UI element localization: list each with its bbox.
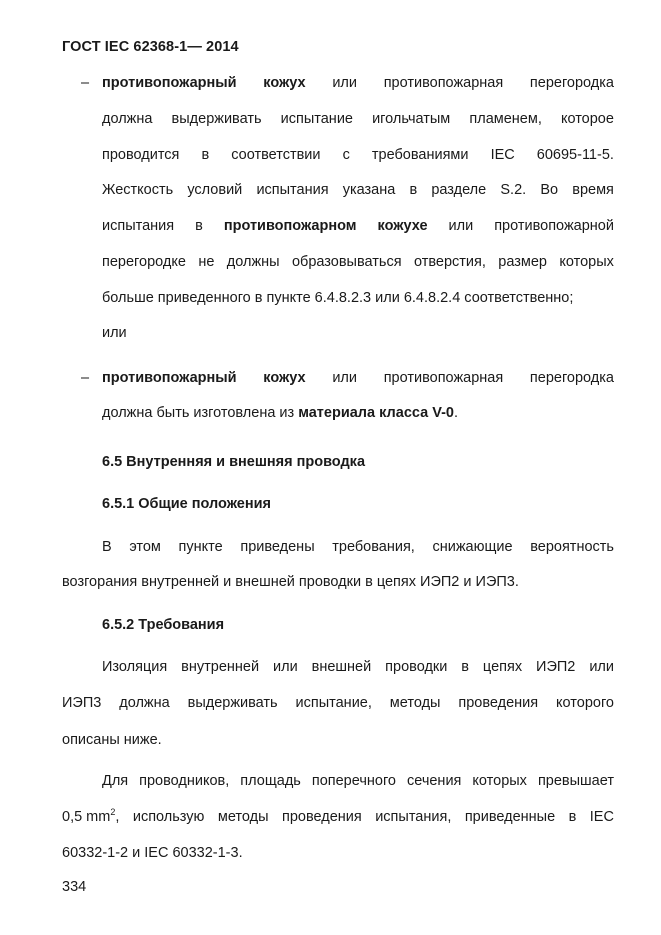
word: в	[461, 659, 469, 675]
word: которых	[472, 773, 527, 789]
bullet1-line-5	[102, 217, 614, 235]
word: или	[332, 370, 357, 386]
word: поперечного	[311, 773, 396, 789]
word: или	[589, 659, 614, 675]
text-run: должна быть изготовлена из	[102, 405, 299, 421]
word: превышает	[537, 773, 614, 789]
word: или	[448, 218, 474, 234]
bullet1-line-8: или	[102, 325, 127, 341]
word: ИЭП3	[62, 695, 102, 711]
word: пламенем,	[469, 111, 542, 127]
term-material-class: материала класса V-0	[298, 405, 454, 421]
bullet2-line-1	[102, 369, 614, 387]
word: приведенные	[464, 809, 556, 825]
term-fire-enclosure: противопожарный	[102, 75, 237, 91]
word: перегородке	[102, 254, 186, 270]
word: испытания,	[375, 809, 452, 825]
bullet-dash: –	[81, 370, 90, 386]
para2-line-3: описаны ниже.	[62, 732, 162, 748]
word: 60695-11-5.	[536, 147, 614, 163]
bullet1-line-6	[102, 253, 614, 271]
word: в	[568, 809, 577, 825]
word: требования,	[332, 539, 415, 555]
word: которых	[559, 254, 614, 270]
word: разделе	[431, 182, 487, 198]
word: отверстия,	[413, 254, 486, 270]
word: должны	[226, 254, 280, 270]
word: время	[572, 182, 614, 198]
word: условий	[187, 182, 243, 198]
word: противопожарная	[383, 75, 504, 91]
para3-line-1	[102, 772, 614, 790]
word: Во	[540, 182, 559, 198]
section-heading-6-5-1: 6.5.1 Общие положения	[102, 496, 271, 512]
term-fire-enclosure: противопожарный	[102, 370, 237, 386]
word: методы	[389, 695, 441, 711]
word: цепях	[482, 659, 523, 675]
word: использую	[132, 809, 205, 825]
word: противопожарной	[494, 218, 614, 234]
word: пункте	[178, 539, 223, 555]
area-value: 0,5 $mm^2$,	[62, 807, 120, 825]
word: этом	[129, 539, 161, 555]
word: снижающие	[432, 539, 513, 555]
bullet1-line-3	[102, 146, 614, 164]
word: Изоляция	[102, 659, 168, 675]
word: испытание,	[295, 695, 372, 711]
section-heading-6-5-2: 6.5.2 Требования	[102, 617, 225, 633]
word: Для	[102, 773, 129, 789]
word: выдерживать	[187, 695, 278, 711]
word: соответствии	[231, 147, 321, 163]
word: испытания	[256, 182, 329, 198]
bullet2-line-2	[102, 404, 458, 422]
bullet1-line-4	[102, 181, 614, 199]
word: перегородка	[529, 370, 614, 386]
word: проводников,	[139, 773, 230, 789]
term-fire-enclosure-2: кожухе	[377, 218, 428, 234]
word: должна	[119, 695, 170, 711]
word: которое	[560, 111, 614, 127]
word: вероятность	[530, 539, 614, 555]
word: внутренней	[181, 659, 260, 675]
word: должна	[102, 111, 153, 127]
word: IEC	[490, 147, 515, 163]
word: сечения	[406, 773, 462, 789]
word: ИЭП2	[536, 659, 576, 675]
bullet1-line-1	[102, 74, 614, 92]
word: которого	[556, 695, 614, 711]
para3-line-3: 60332-1-2 и IEC 60332-1-3.	[62, 845, 243, 861]
para1-line-1	[102, 538, 614, 556]
word: игольчатым	[372, 111, 451, 127]
superscript: 2	[110, 807, 116, 817]
word: указана	[342, 182, 396, 198]
word: испытания	[102, 218, 175, 234]
word: проводится	[102, 147, 180, 163]
word: или	[273, 659, 298, 675]
bullet1-line-7: больше приведенного в пункте 6.4.8.2.3 или 6.4.8.2.4 соответственно;	[102, 290, 574, 306]
document-header: ГОСТ IEC 62368-1— 2014	[62, 39, 239, 55]
page-number: 334	[62, 879, 87, 895]
word: внешней	[311, 659, 372, 675]
word: проводки	[385, 659, 448, 675]
word: требованиями	[371, 147, 469, 163]
word: Жесткость	[102, 182, 174, 198]
word: выдерживать	[171, 111, 262, 127]
word: в	[409, 182, 418, 198]
word: или	[332, 75, 357, 91]
word: проведения	[282, 809, 362, 825]
word: площадь	[240, 773, 301, 789]
para2-line-1	[102, 658, 614, 676]
bullet1-line-2	[102, 110, 614, 128]
area-value-text: 0,5 mm	[62, 809, 111, 825]
word: В	[102, 539, 112, 555]
word: S.2.	[500, 182, 527, 198]
word: приведены	[240, 539, 315, 555]
word: не	[198, 254, 215, 270]
word: проведения	[458, 695, 539, 711]
word: методы	[217, 809, 269, 825]
section-heading-6-5: 6.5 Внутренняя и внешняя проводка	[102, 454, 366, 470]
word: образовываться	[291, 254, 402, 270]
word: с	[342, 147, 350, 163]
word: IEC	[589, 809, 614, 825]
word: перегородка	[529, 75, 614, 91]
text-run: .	[453, 405, 459, 421]
word: в	[201, 147, 210, 163]
term-fire-enclosure: противопожарном	[223, 218, 357, 234]
para1-line-2: возгорания внутренней и внешней проводки в цепях ИЭП2 и ИЭП3.	[62, 574, 519, 590]
word: в	[195, 218, 203, 234]
bullet-dash: –	[81, 75, 90, 91]
para3-line-2	[62, 808, 614, 826]
term-fire-enclosure-2: кожух	[263, 75, 306, 91]
word: испытание	[280, 111, 353, 127]
word: противопожарная	[383, 370, 504, 386]
term-fire-enclosure-2: кожух	[263, 370, 306, 386]
word: размер	[498, 254, 547, 270]
para2-line-2	[62, 694, 614, 712]
